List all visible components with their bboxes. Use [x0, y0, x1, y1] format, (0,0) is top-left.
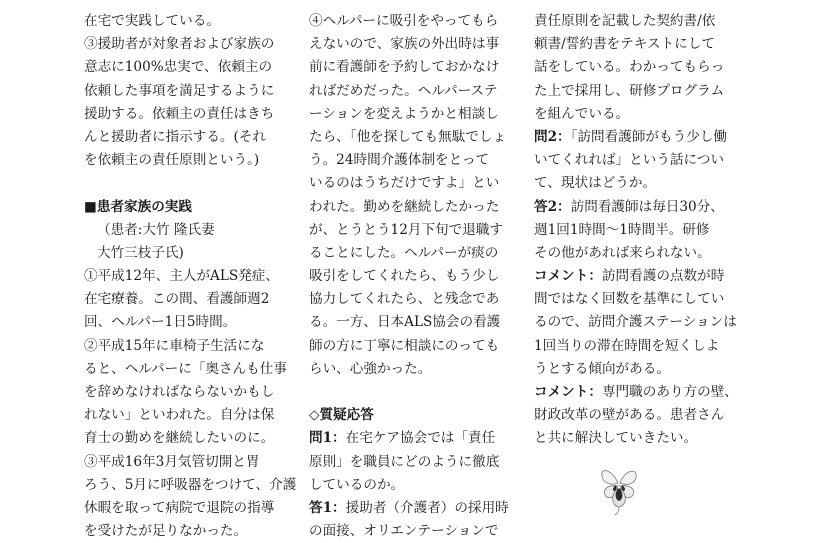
text-line: ③援助者が対象者および家族の	[84, 36, 275, 53]
text-line: を依頼主の責任原則という。)	[84, 152, 260, 169]
qa-text: 在宅ケア協会では「責任	[345, 430, 496, 447]
text-line: ろう、5月に呼吸器をつけて、介護	[84, 476, 297, 493]
blank-line	[309, 381, 505, 404]
text-line: んと援助者に指示する。(それ	[84, 128, 267, 145]
text-line: を辞めなければならないかもし	[84, 384, 275, 400]
text-column-2	[309, 10, 509, 543]
text-line: われた。勤めを継続したかった	[309, 198, 500, 215]
qa-label: 問2：	[534, 128, 571, 145]
pansy-flower-icon	[597, 461, 641, 515]
text-line: 週1回1時間〜1時間半。研修	[534, 221, 710, 238]
qa-text: 訪問看護師は毎日30分、	[570, 198, 724, 215]
qa-line	[534, 381, 738, 404]
qa-line	[534, 196, 734, 219]
text-line: 回、ヘルパー1日5時間。	[84, 314, 237, 331]
text-line: 師の方に丁寧に相談にのっても	[309, 337, 500, 354]
text-line: 協力してくれたら、と残念であ	[309, 291, 500, 308]
qa-text: 訪問看護の点数が時	[601, 268, 725, 285]
text-line: 大竹三枝子氏)	[97, 244, 184, 261]
qa-text: 援助者（介護者）の採用時	[345, 499, 509, 516]
section-heading: ◇質疑応答	[309, 407, 374, 424]
text-line: うとする傾向がある。	[534, 360, 670, 377]
qa-label: コメント：	[534, 384, 602, 400]
text-line: を組んでいる。	[534, 105, 630, 122]
text-line: 依頼した事項を満足するように	[84, 82, 275, 99]
text-line: 財政改革の壁がある。患者さん	[534, 407, 725, 424]
text-column-3	[534, 10, 738, 451]
text-line: 責任原則を記載した契約書/依	[534, 13, 716, 29]
text-line: るので、訪問介護ステーションは	[534, 314, 737, 331]
text-line: ればだめだった。ヘルパーステ	[309, 82, 498, 99]
text-line: ③平成16年3月気管切開と胃	[84, 453, 260, 470]
qa-line	[534, 126, 734, 149]
qa-line	[534, 265, 734, 288]
text-line: ることにした。ヘルパーが痰の	[309, 244, 499, 261]
text-line: 育士の勤めを継続したいのに。	[84, 430, 275, 447]
text-column-1	[84, 10, 297, 543]
text-line: の面接、オリエンテーションで	[309, 523, 499, 540]
text-line: 援助する。依頼主の責任はきち	[84, 105, 275, 122]
qa-text: 「訪問看護師がもう少し働	[570, 128, 727, 145]
text-line: 意志に100%忠実で、依頼主の	[84, 59, 273, 76]
text-line: と共に解決していきたい。	[534, 430, 698, 447]
text-line: えないので、家族の外出時は事	[309, 36, 500, 53]
text-line: を受けたが足りなかった。	[84, 523, 248, 540]
text-line: 吸引をしてくれたら、もう少し	[309, 268, 500, 285]
text-line: ると、ヘルパーに「奥さんも仕事	[84, 360, 287, 377]
text-line: 話をしている。わかってもらっ	[534, 59, 725, 76]
text-line: （患者:大竹 隆氏妻	[97, 221, 215, 238]
text-line: ④ヘルパーに吸引をやってもら	[309, 13, 499, 29]
text-line: いてくれれば」という話につい	[534, 152, 725, 169]
text-line: 在宅で実践している。	[84, 13, 220, 29]
text-line: らい、心強かった。	[309, 360, 432, 377]
text-line: れない」といわれた。自分は保	[84, 407, 275, 424]
text-line: その他があれば来られない。	[534, 244, 711, 261]
text-line: る。一方、日本ALS協会の看護	[309, 314, 501, 331]
text-line: 在宅療養。この間、看護師週2	[84, 291, 270, 308]
qa-text: 専門職のあり方の壁、	[601, 384, 738, 400]
text-line: 1回当りの滞在時間を短くしよ	[534, 337, 720, 354]
text-line: 休暇を取って病院で退院の指導	[84, 499, 275, 516]
text-line: ①平成12年、主人がALS発症、	[84, 268, 279, 285]
text-line: 原則」を職員にどのように徹底	[309, 453, 500, 470]
text-line: た上で採用し、研修プログラム	[534, 82, 725, 99]
blank-line	[84, 172, 284, 195]
text-line: ②平成15年に車椅子生活にな	[84, 337, 265, 354]
qa-line	[309, 427, 505, 450]
qa-line	[309, 497, 509, 520]
qa-label: 答2：	[534, 198, 571, 215]
qa-label: 問1：	[309, 430, 346, 447]
text-line: いるのはうちだけですよ」とい	[309, 175, 500, 192]
text-line: う。24時間介護体制をとって	[309, 152, 490, 169]
text-line: が、とうとう12月下旬で退職す	[309, 221, 504, 238]
text-line: しているのか。	[309, 476, 405, 493]
text-line: て、現状はどうか。	[534, 175, 657, 192]
qa-label: コメント：	[534, 268, 602, 285]
text-line: 前に看護師を予約しておかなけ	[309, 59, 500, 76]
text-line: 頼書/誓約書をテキストにして	[534, 36, 716, 53]
section-heading: ■患者家族の実践	[84, 198, 192, 215]
text-line: たら、「他を探しても無駄でしょ	[309, 128, 507, 145]
text-line: 間ではなく回数を基準にしてい	[534, 291, 725, 308]
qa-label: 答1：	[309, 499, 346, 516]
text-line: ーションを変えようかと相談し	[309, 105, 499, 122]
